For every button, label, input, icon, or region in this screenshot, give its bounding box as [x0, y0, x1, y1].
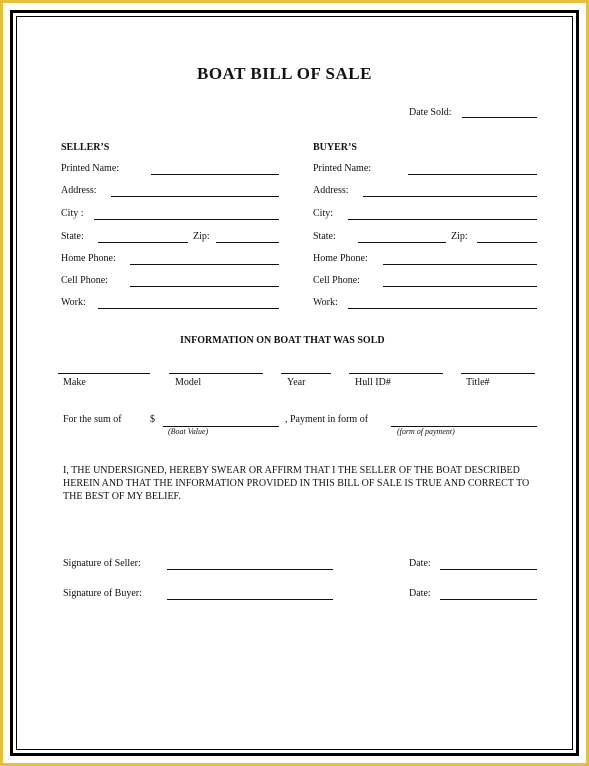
- buyer-cell-phone-field[interactable]: [383, 286, 537, 287]
- buyer-home-phone-label: Home Phone:: [313, 253, 368, 264]
- seller-cell-phone-field[interactable]: [130, 286, 279, 287]
- buyer-heading: BUYER’S: [313, 142, 357, 153]
- buyer-address-label: Address:: [313, 185, 349, 196]
- buyer-signature-label: Signature of Buyer:: [63, 588, 142, 599]
- year-field[interactable]: [281, 373, 331, 374]
- boat-value-hint: (Boat Value): [168, 427, 209, 436]
- year-label: Year: [287, 377, 306, 388]
- seller-state-field[interactable]: [98, 242, 188, 243]
- buyer-date-label: Date:: [409, 588, 431, 599]
- make-field[interactable]: [58, 373, 150, 374]
- sum-label: For the sum of: [63, 414, 122, 425]
- buyer-city-field[interactable]: [348, 219, 537, 220]
- buyer-printed-name-label: Printed Name:: [313, 163, 372, 174]
- buyer-state-field[interactable]: [358, 242, 446, 243]
- seller-work-label: Work:: [61, 297, 86, 308]
- seller-signature-label: Signature of Seller:: [63, 558, 141, 569]
- seller-zip-label: Zip:: [193, 231, 210, 242]
- seller-heading: SELLER’S: [61, 142, 110, 153]
- model-label: Model: [175, 377, 202, 388]
- make-label: Make: [63, 377, 86, 388]
- seller-home-phone-field[interactable]: [130, 264, 279, 265]
- buyer-work-field[interactable]: [348, 308, 537, 309]
- date-sold-field[interactable]: [462, 117, 537, 118]
- seller-date-label: Date:: [409, 558, 431, 569]
- model-field[interactable]: [169, 373, 263, 374]
- buyer-cell-phone-label: Cell Phone:: [313, 275, 360, 286]
- title-number-label: Title#: [466, 377, 490, 388]
- buyer-work-label: Work:: [313, 297, 338, 308]
- certification-statement: I, THE UNDERSIGNED, HEREBY SWEAR OR AFFIRM THAT I THE SELLER OF THE BOAT DESCRIBED HEREIN AND THAT THE INFORMATION PROVIDED IN THIS BILL OF SALE IS TRUE AND CORRECT TO THE BEST OF MY BELIEF.: [63, 465, 530, 502]
- buyer-address-field[interactable]: [363, 196, 537, 197]
- boat-info-heading: INFORMATION ON BOAT THAT WAS SOLD: [180, 335, 385, 346]
- seller-city-label: City :: [61, 208, 84, 219]
- hull-id-field[interactable]: [349, 373, 443, 374]
- seller-state-label: State:: [61, 231, 84, 242]
- buyer-printed-name-field[interactable]: [408, 174, 537, 175]
- payment-form-hint: (form of payment): [397, 427, 455, 436]
- buyer-city-label: City:: [313, 208, 334, 219]
- buyer-zip-field[interactable]: [477, 242, 537, 243]
- seller-cell-phone-label: Cell Phone:: [61, 275, 108, 286]
- buyer-date-field[interactable]: [440, 599, 537, 600]
- seller-address-field[interactable]: [111, 196, 279, 197]
- seller-city-field[interactable]: [94, 219, 279, 220]
- seller-date-field[interactable]: [440, 569, 537, 570]
- seller-printed-name-label: Printed Name:: [61, 163, 120, 174]
- seller-zip-field[interactable]: [216, 242, 279, 243]
- seller-signature-field[interactable]: [167, 569, 333, 570]
- seller-address-label: Address:: [61, 185, 97, 196]
- seller-work-field[interactable]: [98, 308, 279, 309]
- currency-symbol: $: [150, 414, 155, 425]
- buyer-signature-field[interactable]: [167, 599, 333, 600]
- buyer-state-label: State:: [313, 231, 336, 242]
- seller-printed-name-field[interactable]: [151, 174, 279, 175]
- buyer-zip-label: Zip:: [451, 231, 468, 242]
- title-number-field[interactable]: [461, 373, 535, 374]
- date-sold-label: Date Sold:: [409, 107, 452, 118]
- buyer-home-phone-field[interactable]: [383, 264, 537, 265]
- seller-home-phone-label: Home Phone:: [61, 253, 116, 264]
- hull-id-label: Hull ID#: [355, 377, 391, 388]
- payment-form-label: , Payment in form of: [285, 414, 369, 425]
- document-title: BOAT BILL OF SALE: [197, 64, 372, 83]
